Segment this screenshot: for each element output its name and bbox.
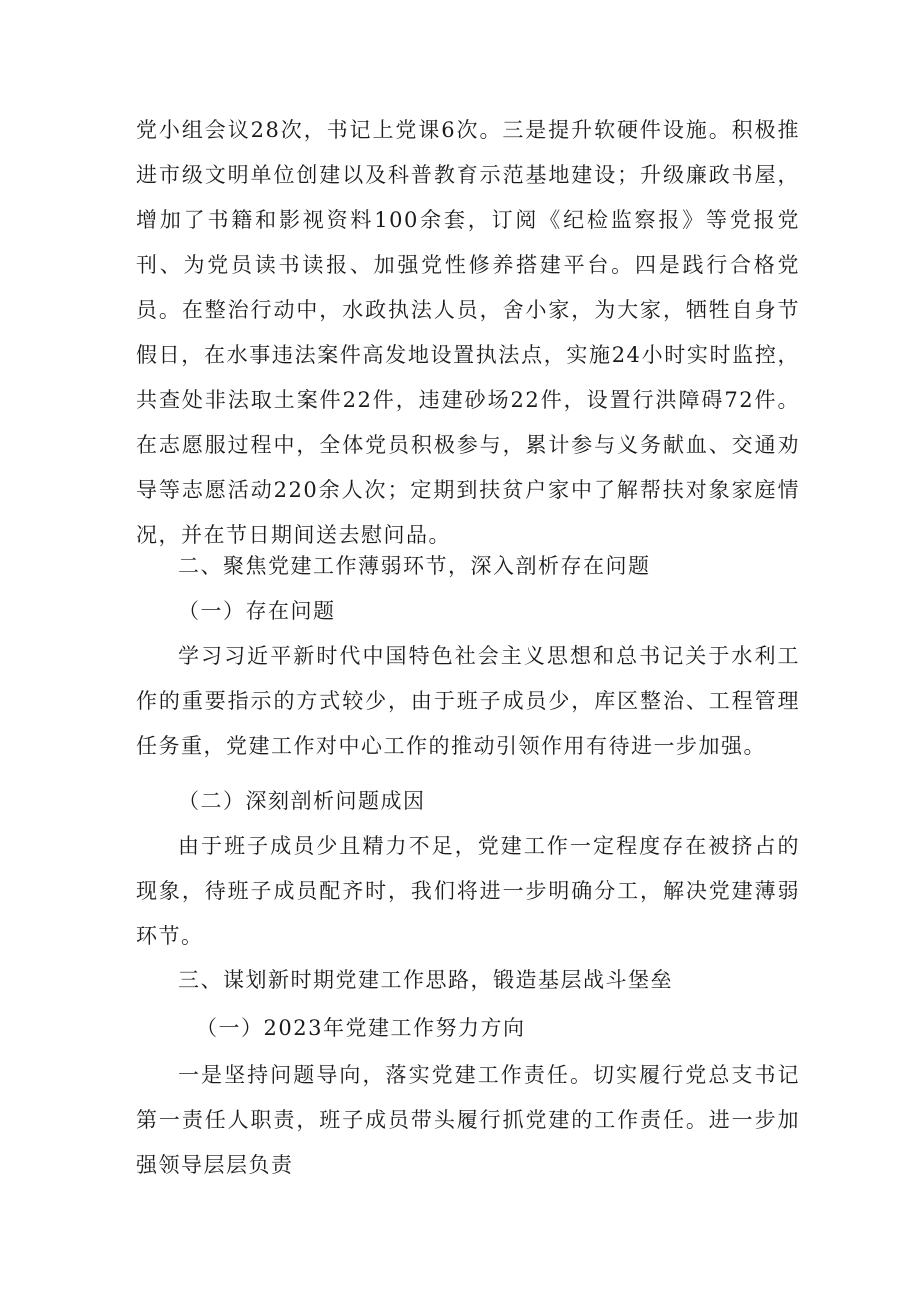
paragraph-continued: 党小组会议28次，书记上党课6次。三是提升软硬件设施。积极推进市级文明单位创建以及科普教育示范基地建设；升级廉政书屋，增加了书籍和影视资料100余套，订阅《纪检监察报》等党报党刊、为党员读书读报、加强党性修养搭建平台。四是践行合格党员。在整治行动中，水政执法人员，舍小家，为大家，牺牲自身节假日，在水事违法案件高发地设置执法点，实施24小时实时监控，共查处非法取土案件22件，违建砂场22件，设置行洪障碍72件。在志愿服过程中，全体党员积极参与，累计参与义务献血、交通劝导等志愿活动220余人次；定期到扶贫户家中了解帮扶对象家庭情况，并在节日期间送去慰问品。	[136, 118, 800, 547]
section-3-sub-1-heading: （一）2023年党建工作努力方向	[196, 1016, 526, 1040]
section-2-sub-1-body: 学习习近平新时代中国特色社会主义思想和总书记关于水利工作的重要指示的方式较少，由于班子成员少，库区整治、工程管理任务重，党建工作对中心工作的推动引领作用有待进一步加强。	[136, 644, 800, 758]
section-2-sub-1-heading: （一）存在问题	[178, 599, 336, 623]
section-2-heading: 二、聚焦党建工作薄弱环节，深入剖析存在问题	[178, 554, 651, 578]
section-2-sub-2-body: 由于班子成员少且精力不足，党建工作一定程度存在被挤占的现象，待班子成员配齐时，我们将进一步明确分工，解决党建薄弱环节。	[136, 834, 800, 948]
section-2-sub-2-heading: （二）深刻剖析问题成因	[178, 789, 426, 813]
section-3-heading: 三、谋划新时期党建工作思路，锻造基层战斗堡垒	[178, 968, 673, 992]
section-3-sub-1-body: 一是坚持问题导向，落实党建工作责任。切实履行党总支书记第一责任人职责，班子成员带头履行抓党建的工作责任。进一步加强领导层层负责	[136, 1063, 800, 1177]
